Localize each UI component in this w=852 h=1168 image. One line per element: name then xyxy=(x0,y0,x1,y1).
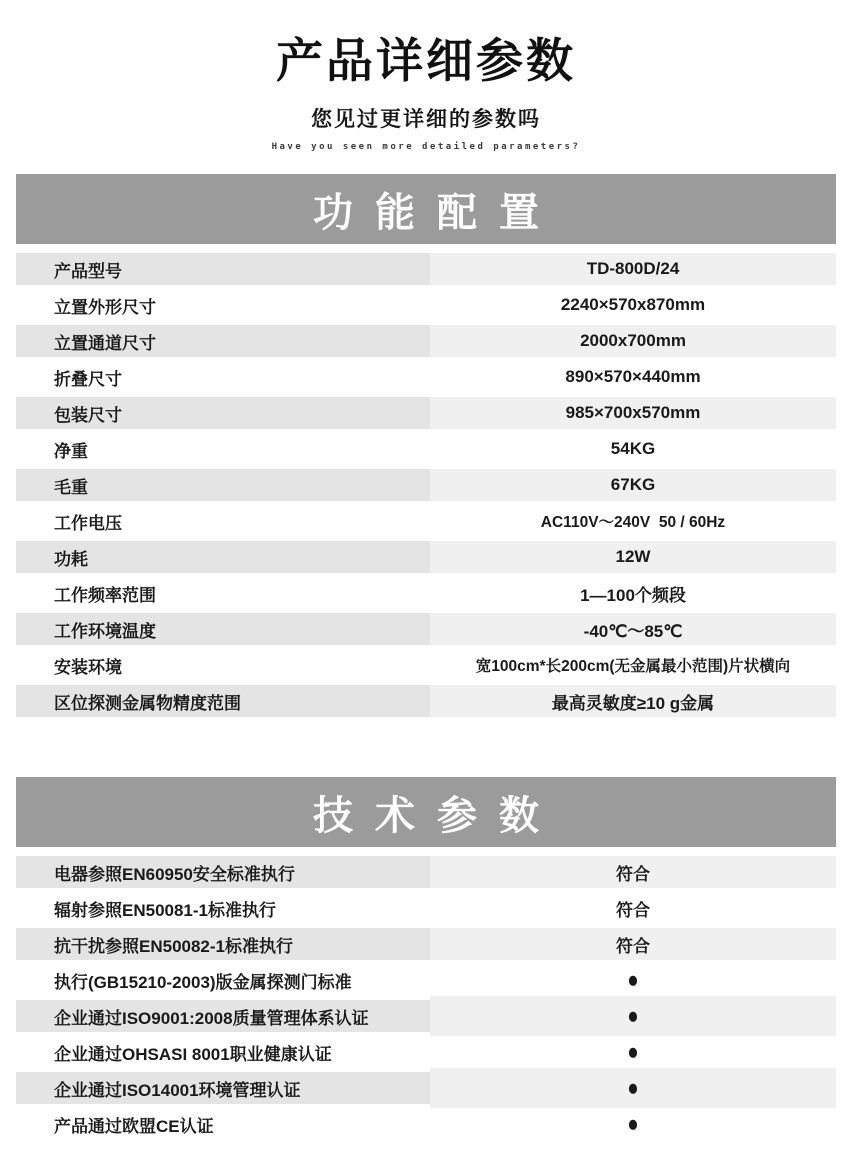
page-subtitle: 您见过更详细的参数吗 xyxy=(311,108,541,132)
spec-row xyxy=(16,289,836,321)
spec-value: AC110V～240V 50 / 60Hz xyxy=(540,514,726,532)
spec-table-function-config xyxy=(16,253,836,717)
spec-row xyxy=(16,361,836,393)
spec-row xyxy=(16,397,836,429)
spec-row xyxy=(16,1108,836,1140)
spec-label: 产品型号 xyxy=(16,253,430,285)
section-function-config xyxy=(16,174,836,717)
spec-label: 净重 xyxy=(54,441,88,461)
spec-label: 执行(GB15210-2003)版金属探测门标准 xyxy=(54,972,352,992)
spec-label: 安装环境 xyxy=(54,657,122,677)
spec-value: 宽100cm*长200cm(无金属最小范围)片状横向 xyxy=(475,658,791,676)
spec-row xyxy=(16,613,836,645)
section-technical-params xyxy=(16,777,836,1140)
spec-label: 立置通道尺寸 xyxy=(16,325,430,357)
spec-check-dot: ● xyxy=(627,1110,639,1138)
spec-value: 12W xyxy=(430,541,836,573)
spec-label: 企业通过OHSASI 8001职业健康认证 xyxy=(54,1044,332,1064)
spec-row xyxy=(16,325,836,357)
page-subtitle-english: Have you seen more detailed parameters? xyxy=(271,142,581,153)
spec-check-dot: ● xyxy=(627,966,639,994)
spec-label: 抗干扰参照EN50082-1标准执行 xyxy=(16,928,430,960)
spec-row xyxy=(16,964,836,996)
spec-value: -40℃～85℃ xyxy=(430,613,836,645)
spec-row xyxy=(16,1000,836,1032)
spec-row xyxy=(16,253,836,285)
spec-check-dot: ● xyxy=(430,1068,836,1108)
spec-label: 包装尺寸 xyxy=(16,397,430,429)
section-header-technical-params: 技术参数 xyxy=(16,777,836,847)
spec-label: 企业通过ISO14001环境管理认证 xyxy=(16,1072,430,1104)
spec-check-dot: ● xyxy=(627,1038,639,1066)
section-header-function-config: 功能配置 xyxy=(16,174,836,244)
spec-row xyxy=(16,892,836,924)
spec-label: 立置外形尺寸 xyxy=(54,297,156,317)
spec-value: 67KG xyxy=(430,469,836,501)
spec-label: 工作电压 xyxy=(54,513,122,533)
spec-row xyxy=(16,685,836,717)
page-title: 产品详细参数 xyxy=(276,34,576,87)
spec-label: 区位探测金属物精度范围 xyxy=(16,685,430,717)
spec-value: 2000x700mm xyxy=(430,325,836,357)
spec-row xyxy=(16,1072,836,1104)
spec-label: 产品通过欧盟CE认证 xyxy=(54,1116,214,1136)
spec-label: 辐射参照EN50081-1标准执行 xyxy=(54,900,277,920)
spec-row xyxy=(16,649,836,681)
spec-value: 2240×570x870mm xyxy=(560,295,706,315)
spec-value: TD-800D/24 xyxy=(430,253,836,285)
spec-row xyxy=(16,433,836,465)
spec-row xyxy=(16,469,836,501)
spec-value: 54KG xyxy=(610,439,656,459)
page-header xyxy=(0,0,852,152)
spec-value: 最高灵敏度≥10 g金属 xyxy=(430,685,836,717)
spec-label: 工作频率范围 xyxy=(54,585,156,605)
spec-label: 工作环境温度 xyxy=(16,613,430,645)
spec-value: 符合 xyxy=(616,900,650,920)
spec-value: 1—100个频段 xyxy=(580,585,686,605)
spec-row xyxy=(16,1036,836,1068)
spec-label: 功耗 xyxy=(16,541,430,573)
spec-row xyxy=(16,928,836,960)
spec-label: 毛重 xyxy=(16,469,430,501)
spec-table-technical-params xyxy=(16,856,836,1140)
spec-label: 企业通过ISO9001:2008质量管理体系认证 xyxy=(16,1000,430,1032)
spec-value: 890×570×440mm xyxy=(565,367,701,387)
spec-row xyxy=(16,577,836,609)
spec-value: 985×700x570mm xyxy=(430,397,836,429)
spec-row xyxy=(16,856,836,888)
spec-label: 电器参照EN60950安全标准执行 xyxy=(16,856,430,888)
spec-row xyxy=(16,541,836,573)
spec-value: 符合 xyxy=(430,856,836,888)
spec-value: 符合 xyxy=(430,928,836,960)
spec-label: 折叠尺寸 xyxy=(54,369,122,389)
spec-row xyxy=(16,505,836,537)
spec-check-dot: ● xyxy=(430,996,836,1036)
